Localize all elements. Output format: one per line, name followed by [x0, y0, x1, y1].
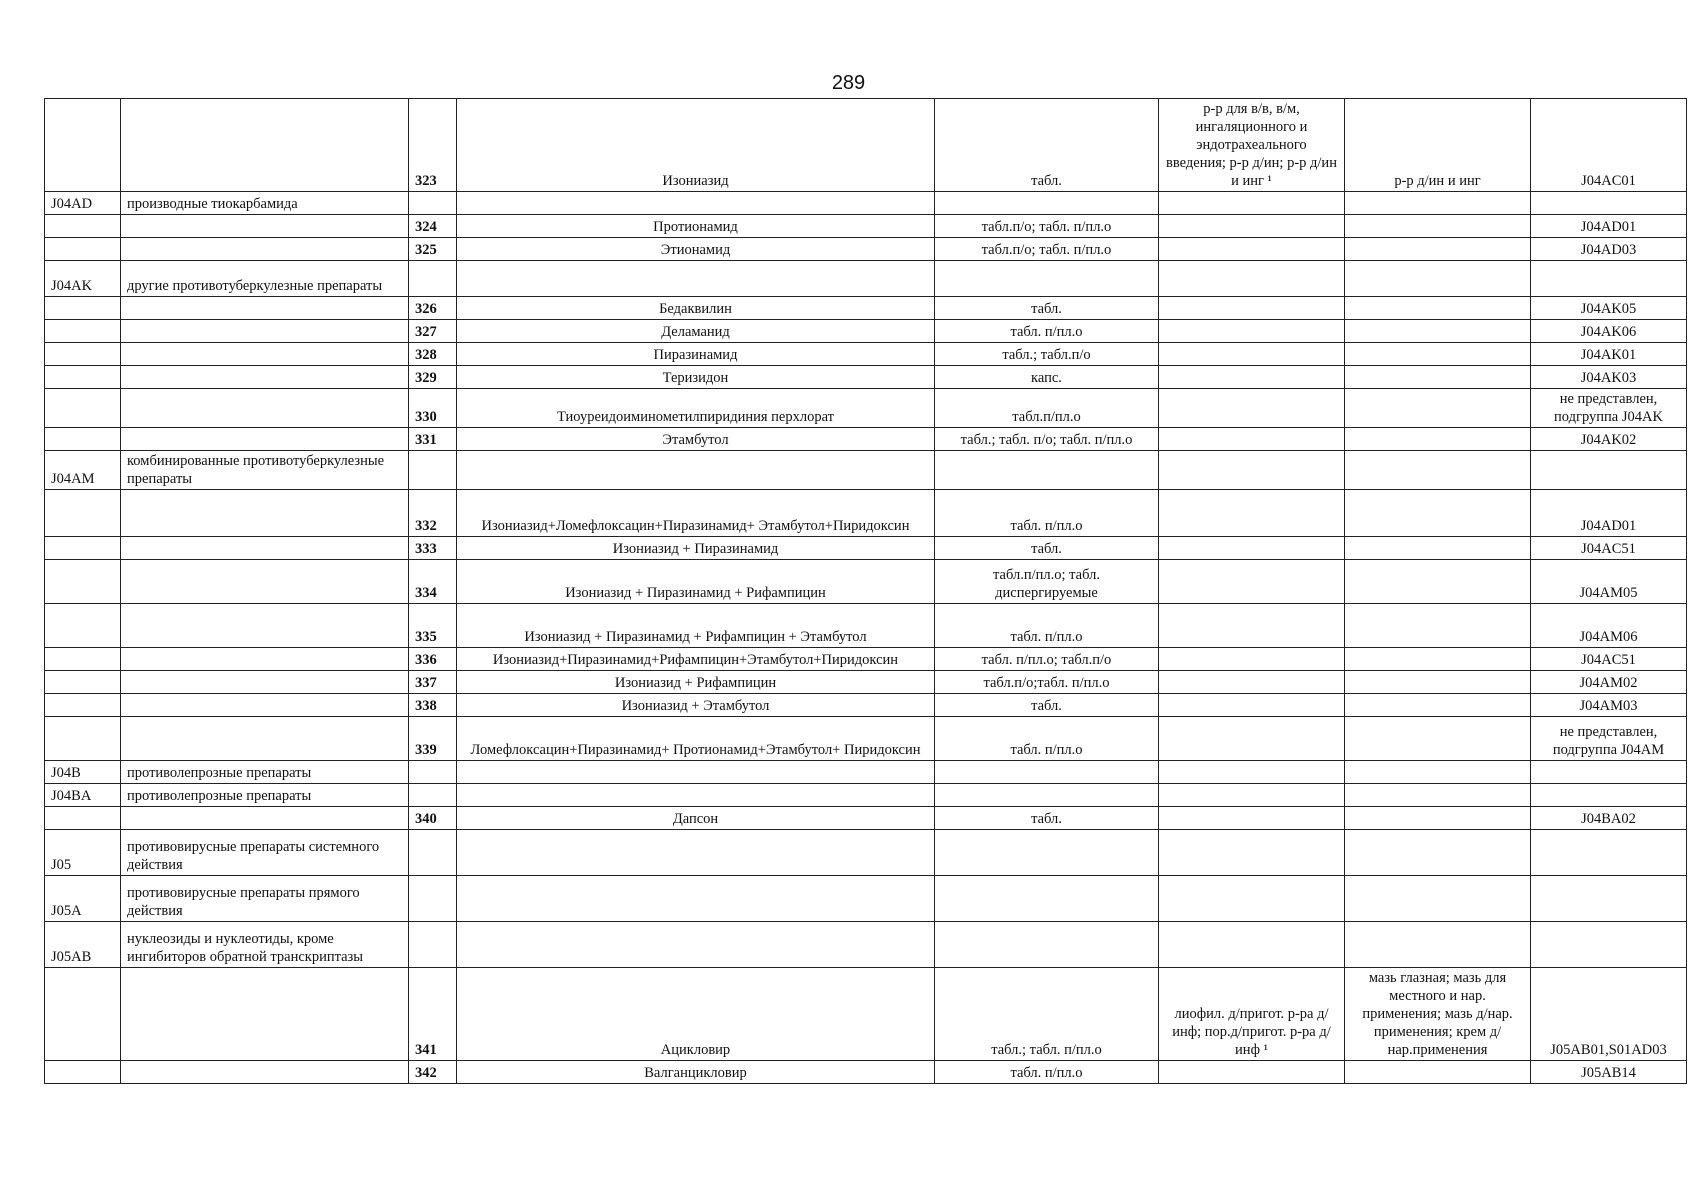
injection-forms-cell	[1159, 261, 1345, 297]
entry-number-cell: 329	[409, 366, 457, 389]
atc-code-cell	[45, 215, 121, 238]
table-row	[45, 99, 1687, 192]
entry-number-cell: 334	[409, 560, 457, 604]
topical-forms-cell	[1345, 366, 1531, 389]
drug-name-cell: Изониазид	[457, 99, 935, 192]
entry-number-cell: 339	[409, 717, 457, 761]
injection-forms-cell: р-р для в/в, в/м, ингаляционного и эндотрахеального введения; р-р д/ин; р-р д/ин и инг ¹	[1159, 99, 1345, 192]
table-row	[45, 537, 1687, 560]
injection-forms-cell	[1159, 490, 1345, 537]
topical-forms-cell	[1345, 261, 1531, 297]
injection-forms-cell	[1159, 648, 1345, 671]
table-row	[45, 428, 1687, 451]
group-name-cell: противовирусные препараты системного действия	[121, 830, 409, 876]
atc-drug-code-cell: J05AB14	[1531, 1061, 1687, 1084]
atc-drug-code-cell	[1531, 761, 1687, 784]
group-name-cell	[121, 366, 409, 389]
group-name-cell	[121, 389, 409, 428]
dosage-form-cell: табл.; табл. п/о; табл. п/пл.о	[935, 428, 1159, 451]
table-row	[45, 560, 1687, 604]
dosage-form-cell: табл. п/пл.о	[935, 604, 1159, 648]
drug-name-cell: Изониазид+Ломефлоксацин+Пиразинамид+ Этамбутол+Пиридоксин	[457, 490, 935, 537]
atc-drug-code-cell: J04AK02	[1531, 428, 1687, 451]
table-row	[45, 261, 1687, 297]
drug-name-cell: Дапсон	[457, 807, 935, 830]
group-name-cell: производные тиокарбамида	[121, 192, 409, 215]
table-row	[45, 215, 1687, 238]
injection-forms-cell	[1159, 1061, 1345, 1084]
table-row	[45, 451, 1687, 490]
group-name-cell	[121, 320, 409, 343]
dosage-form-cell: табл.; табл.п/о	[935, 343, 1159, 366]
injection-forms-cell	[1159, 717, 1345, 761]
atc-drug-code-cell	[1531, 784, 1687, 807]
drug-name-cell: Этамбутол	[457, 428, 935, 451]
dosage-form-cell: табл.п/пл.о	[935, 389, 1159, 428]
group-name-cell	[121, 968, 409, 1061]
dosage-form-cell: табл.	[935, 99, 1159, 192]
injection-forms-cell	[1159, 922, 1345, 968]
dosage-form-cell: табл.	[935, 694, 1159, 717]
drug-name-cell: Изониазид + Пиразинамид + Рифампицин	[457, 560, 935, 604]
topical-forms-cell	[1345, 807, 1531, 830]
entry-number-cell: 338	[409, 694, 457, 717]
entry-number-cell: 328	[409, 343, 457, 366]
atc-drug-code-cell: J04AD01	[1531, 215, 1687, 238]
entry-number-cell	[409, 830, 457, 876]
injection-forms-cell	[1159, 215, 1345, 238]
atc-code-cell	[45, 297, 121, 320]
dosage-form-cell: табл. п/пл.о	[935, 717, 1159, 761]
atc-drug-code-cell: J04AC51	[1531, 537, 1687, 560]
group-name-cell: противовирусные препараты прямого действия	[121, 876, 409, 922]
drug-name-cell	[457, 784, 935, 807]
entry-number-cell: 336	[409, 648, 457, 671]
entry-number-cell: 331	[409, 428, 457, 451]
group-name-cell	[121, 648, 409, 671]
injection-forms-cell	[1159, 192, 1345, 215]
drug-name-cell: Ломефлоксацин+Пиразинамид+ Протионамид+Этамбутол+ Пиридоксин	[457, 717, 935, 761]
atc-code-cell	[45, 560, 121, 604]
injection-forms-cell	[1159, 297, 1345, 320]
atc-code-cell: J04AK	[45, 261, 121, 297]
atc-drug-code-cell	[1531, 451, 1687, 490]
table-row	[45, 604, 1687, 648]
table-row	[45, 830, 1687, 876]
drug-name-cell: Валганцикловир	[457, 1061, 935, 1084]
entry-number-cell	[409, 451, 457, 490]
drug-name-cell	[457, 761, 935, 784]
injection-forms-cell	[1159, 366, 1345, 389]
dosage-form-cell: табл.п/о;табл. п/пл.о	[935, 671, 1159, 694]
atc-drug-code-cell	[1531, 192, 1687, 215]
group-name-cell	[121, 560, 409, 604]
table-row	[45, 389, 1687, 428]
entry-number-cell: 330	[409, 389, 457, 428]
atc-code-cell	[45, 366, 121, 389]
topical-forms-cell	[1345, 648, 1531, 671]
dosage-form-cell: капс.	[935, 366, 1159, 389]
topical-forms-cell	[1345, 343, 1531, 366]
atc-code-cell	[45, 648, 121, 671]
entry-number-cell: 342	[409, 1061, 457, 1084]
atc-drug-code-cell: J04BA02	[1531, 807, 1687, 830]
injection-forms-cell	[1159, 671, 1345, 694]
dosage-form-cell: табл. п/пл.о	[935, 320, 1159, 343]
drug-name-cell: Изониазид + Рифампицин	[457, 671, 935, 694]
atc-drug-code-cell: J04AM02	[1531, 671, 1687, 694]
group-name-cell	[121, 537, 409, 560]
dosage-form-cell	[935, 922, 1159, 968]
dosage-form-cell: табл.; табл. п/пл.о	[935, 968, 1159, 1061]
drug-name-cell: Теризидон	[457, 366, 935, 389]
topical-forms-cell	[1345, 604, 1531, 648]
topical-forms-cell	[1345, 694, 1531, 717]
injection-forms-cell	[1159, 784, 1345, 807]
atc-drug-code-cell	[1531, 876, 1687, 922]
table-row	[45, 761, 1687, 784]
topical-forms-cell	[1345, 320, 1531, 343]
injection-forms-cell	[1159, 694, 1345, 717]
injection-forms-cell	[1159, 238, 1345, 261]
atc-drug-code-cell	[1531, 261, 1687, 297]
injection-forms-cell	[1159, 389, 1345, 428]
atc-drug-code-cell: J04AM03	[1531, 694, 1687, 717]
dosage-form-cell: табл.	[935, 297, 1159, 320]
dosage-form-cell	[935, 876, 1159, 922]
topical-forms-cell	[1345, 215, 1531, 238]
dosage-form-cell: табл.п/о; табл. п/пл.о	[935, 215, 1159, 238]
table-row	[45, 968, 1687, 1061]
topical-forms-cell	[1345, 238, 1531, 261]
entry-number-cell: 335	[409, 604, 457, 648]
entry-number-cell: 332	[409, 490, 457, 537]
atc-code-cell	[45, 343, 121, 366]
atc-code-cell	[45, 807, 121, 830]
atc-code-cell	[45, 537, 121, 560]
topical-forms-cell	[1345, 297, 1531, 320]
injection-forms-cell	[1159, 761, 1345, 784]
group-name-cell	[121, 428, 409, 451]
atc-code-cell	[45, 389, 121, 428]
drug-name-cell: Этионамид	[457, 238, 935, 261]
dosage-form-cell: табл. п/пл.о	[935, 490, 1159, 537]
group-name-cell: противолепрозные препараты	[121, 761, 409, 784]
atc-code-cell	[45, 99, 121, 192]
injection-forms-cell	[1159, 807, 1345, 830]
injection-forms-cell	[1159, 537, 1345, 560]
atc-drug-code-cell: J04AD03	[1531, 238, 1687, 261]
atc-drug-code-cell: J04AK05	[1531, 297, 1687, 320]
atc-drug-code-cell: J04AC01	[1531, 99, 1687, 192]
atc-drug-code-cell: J04AK01	[1531, 343, 1687, 366]
atc-code-cell	[45, 671, 121, 694]
dosage-form-cell: табл.	[935, 537, 1159, 560]
drug-name-cell: Тиоуреидоиминометилпиридиния перхлорат	[457, 389, 935, 428]
topical-forms-cell	[1345, 537, 1531, 560]
atc-drug-code-cell: J04AC51	[1531, 648, 1687, 671]
group-name-cell	[121, 238, 409, 261]
atc-code-cell	[45, 320, 121, 343]
atc-drug-code-cell: не представлен, подгруппа J04AK	[1531, 389, 1687, 428]
topical-forms-cell	[1345, 192, 1531, 215]
dosage-form-cell	[935, 451, 1159, 490]
atc-code-cell	[45, 717, 121, 761]
drug-name-cell	[457, 830, 935, 876]
drug-name-cell	[457, 261, 935, 297]
drug-name-cell: Бедаквилин	[457, 297, 935, 320]
group-name-cell	[121, 99, 409, 192]
table-row	[45, 784, 1687, 807]
page-number: 289	[831, 72, 866, 94]
drug-name-cell	[457, 876, 935, 922]
injection-forms-cell: лиофил. д/пригот. р-ра д/инф; пор.д/пригот. р-ра д/инф ¹	[1159, 968, 1345, 1061]
injection-forms-cell	[1159, 876, 1345, 922]
group-name-cell	[121, 694, 409, 717]
topical-forms-cell	[1345, 560, 1531, 604]
atc-code-cell: J04AD	[45, 192, 121, 215]
group-name-cell: противолепрозные препараты	[121, 784, 409, 807]
topical-forms-cell	[1345, 784, 1531, 807]
table-row	[45, 1061, 1687, 1084]
dosage-form-cell	[935, 784, 1159, 807]
entry-number-cell: 327	[409, 320, 457, 343]
dosage-form-cell	[935, 192, 1159, 215]
group-name-cell	[121, 671, 409, 694]
atc-code-cell: J05	[45, 830, 121, 876]
topical-forms-cell	[1345, 761, 1531, 784]
drug-name-cell: Протионамид	[457, 215, 935, 238]
entry-number-cell: 341	[409, 968, 457, 1061]
topical-forms-cell	[1345, 830, 1531, 876]
atc-code-cell	[45, 428, 121, 451]
entry-number-cell	[409, 192, 457, 215]
topical-forms-cell	[1345, 428, 1531, 451]
atc-code-cell	[45, 490, 121, 537]
injection-forms-cell	[1159, 830, 1345, 876]
group-name-cell: нуклеозиды и нуклеотиды, кроме ингибиторов обратной транскриптазы	[121, 922, 409, 968]
group-name-cell	[121, 490, 409, 537]
drug-name-cell: Изониазид+Пиразинамид+Рифампицин+Этамбутол+Пиридоксин	[457, 648, 935, 671]
group-name-cell	[121, 717, 409, 761]
injection-forms-cell	[1159, 428, 1345, 451]
injection-forms-cell	[1159, 560, 1345, 604]
injection-forms-cell	[1159, 451, 1345, 490]
atc-code-cell: J04B	[45, 761, 121, 784]
table-row	[45, 694, 1687, 717]
atc-drug-code-cell	[1531, 830, 1687, 876]
entry-number-cell	[409, 784, 457, 807]
table-row	[45, 366, 1687, 389]
dosage-form-cell	[935, 830, 1159, 876]
atc-code-cell	[45, 238, 121, 261]
group-name-cell: другие противотуберкулезные препараты	[121, 261, 409, 297]
atc-code-cell	[45, 1061, 121, 1084]
injection-forms-cell	[1159, 343, 1345, 366]
injection-forms-cell	[1159, 604, 1345, 648]
atc-code-cell	[45, 604, 121, 648]
group-name-cell	[121, 604, 409, 648]
topical-forms-cell	[1345, 389, 1531, 428]
atc-code-cell: J04BA	[45, 784, 121, 807]
atc-drug-code-cell: J04AM06	[1531, 604, 1687, 648]
topical-forms-cell	[1345, 876, 1531, 922]
dosage-form-cell	[935, 261, 1159, 297]
atc-drug-code-cell: J04AK03	[1531, 366, 1687, 389]
table-row	[45, 490, 1687, 537]
group-name-cell: комбинированные противотуберкулезные препараты	[121, 451, 409, 490]
dosage-form-cell: табл.п/пл.о; табл. диспергируемые	[935, 560, 1159, 604]
dosage-form-cell	[935, 761, 1159, 784]
group-name-cell	[121, 1061, 409, 1084]
dosage-form-cell: табл. п/пл.о	[935, 1061, 1159, 1084]
atc-drug-code-cell: J05AB01,S01AD03	[1531, 968, 1687, 1061]
entry-number-cell: 325	[409, 238, 457, 261]
topical-forms-cell: мазь глазная; мазь для местного и нар. применения; мазь д/нар. применения; крем д/нар.применения	[1345, 968, 1531, 1061]
topical-forms-cell	[1345, 671, 1531, 694]
entry-number-cell: 337	[409, 671, 457, 694]
group-name-cell	[121, 807, 409, 830]
atc-drug-code-cell: не представлен, подгруппа J04AM	[1531, 717, 1687, 761]
dosage-form-cell: табл.	[935, 807, 1159, 830]
entry-number-cell: 340	[409, 807, 457, 830]
table-row	[45, 807, 1687, 830]
drug-name-cell: Изониазид + Этамбутол	[457, 694, 935, 717]
group-name-cell	[121, 297, 409, 320]
table-row	[45, 717, 1687, 761]
atc-code-cell	[45, 694, 121, 717]
topical-forms-cell	[1345, 490, 1531, 537]
table-row	[45, 671, 1687, 694]
table-row	[45, 922, 1687, 968]
atc-code-cell: J04AM	[45, 451, 121, 490]
drug-name-cell	[457, 192, 935, 215]
table-row	[45, 238, 1687, 261]
entry-number-cell: 323	[409, 99, 457, 192]
entry-number-cell	[409, 261, 457, 297]
dosage-form-cell: табл. п/пл.о; табл.п/о	[935, 648, 1159, 671]
topical-forms-cell	[1345, 922, 1531, 968]
topical-forms-cell	[1345, 717, 1531, 761]
atc-code-cell: J05AB	[45, 922, 121, 968]
topical-forms-cell: р-р д/ин и инг	[1345, 99, 1531, 192]
drug-name-cell: Деламанид	[457, 320, 935, 343]
drug-name-cell: Пиразинамид	[457, 343, 935, 366]
atc-code-cell	[45, 968, 121, 1061]
entry-number-cell: 333	[409, 537, 457, 560]
table-row	[45, 343, 1687, 366]
atc-drug-code-cell: J04AD01	[1531, 490, 1687, 537]
drug-name-cell	[457, 922, 935, 968]
table-row	[45, 648, 1687, 671]
group-name-cell	[121, 343, 409, 366]
entry-number-cell	[409, 761, 457, 784]
atc-drug-code-cell: J04AK06	[1531, 320, 1687, 343]
table-row	[45, 297, 1687, 320]
drug-name-cell: Изониазид + Пиразинамид + Рифампицин + Этамбутол	[457, 604, 935, 648]
table-row	[45, 876, 1687, 922]
entry-number-cell	[409, 922, 457, 968]
drug-name-cell	[457, 451, 935, 490]
atc-drug-code-cell	[1531, 922, 1687, 968]
drug-table	[44, 98, 1687, 1084]
topical-forms-cell	[1345, 451, 1531, 490]
entry-number-cell: 324	[409, 215, 457, 238]
injection-forms-cell	[1159, 320, 1345, 343]
atc-code-cell: J05A	[45, 876, 121, 922]
atc-drug-code-cell: J04AM05	[1531, 560, 1687, 604]
drug-name-cell: Ацикловир	[457, 968, 935, 1061]
table-row	[45, 192, 1687, 215]
entry-number-cell	[409, 876, 457, 922]
entry-number-cell: 326	[409, 297, 457, 320]
dosage-form-cell: табл.п/о; табл. п/пл.о	[935, 238, 1159, 261]
table-row	[45, 320, 1687, 343]
drug-name-cell: Изониазид + Пиразинамид	[457, 537, 935, 560]
topical-forms-cell	[1345, 1061, 1531, 1084]
group-name-cell	[121, 215, 409, 238]
